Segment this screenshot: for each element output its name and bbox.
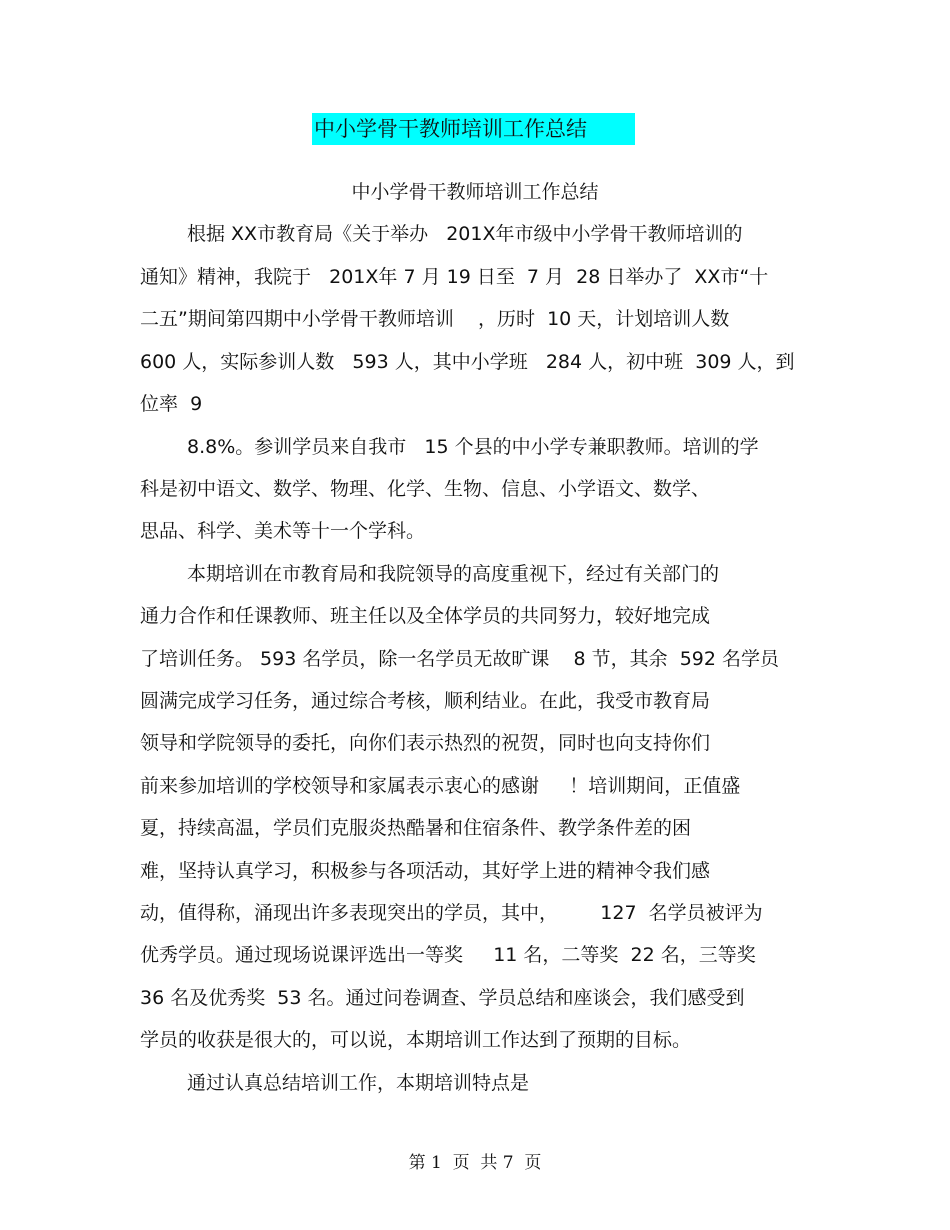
body-line: 8.8%。参训学员来自我市 15 个县的中小学专兼职教师。培训的学 <box>187 436 759 458</box>
body-line: 二五”期间第四期中小学骨干教师培训 ，历时 10 天，计划培训人数 <box>140 308 730 330</box>
body-line: 根据 XX市教育局《关于举办 201X年市级中小学骨干教师培训的 <box>187 223 743 245</box>
body-line: 领导和学院领导的委托，向你们表示热烈的祝贺，同时也向支持你们 <box>140 732 711 754</box>
body-line: 前来参加培训的学校领导和家属表示衷心的感谢 ！培训期间，正值盛 <box>140 775 741 797</box>
body-line: 学员的收获是很大的，可以说，本期培训工作达到了预期的目标。 <box>140 1029 692 1051</box>
body-line: 通过认真总结培训工作，本期培训特点是 <box>187 1072 530 1094</box>
body-line: 动，值得称，涌现出许多表现突出的学员，其中， 127 名学员被评为 <box>140 902 763 924</box>
body-line: 优秀学员。通过现场说课评选出一等奖 11 名，二等奖 22 名，三等奖 <box>140 944 756 966</box>
body-line: 夏，持续高温，学员们克服炎热酷暑和住宿条件、教学条件差的困 <box>140 817 692 839</box>
body-line: 通知》精神，我院于 201X年 7 月 19 日至 7 月 28 日举办了 XX市“十 <box>140 266 769 288</box>
body-line: 科是初中语文、数学、物理、化学、生物、信息、小学语文、数学、 <box>140 478 711 500</box>
page-number-footer: 第 1 页 共 7 页 <box>408 1153 542 1173</box>
body-line: 圆满完成学习任务，通过综合考核，顺利结业。在此，我受市教育局 <box>140 690 711 712</box>
body-line: 本期培训在市教育局和我院领导的高度重视下，经过有关部门的 <box>187 563 720 585</box>
body-line: 36 名及优秀奖 53 名。通过问卷调查、学员总结和座谈会，我们感受到 <box>140 987 745 1009</box>
body-line: 位率 9 <box>140 393 203 415</box>
body-line: 通力合作和任课教师、班主任以及全体学员的共同努力，较好地完成 <box>140 605 711 627</box>
body-line: 600 人，实际参训人数 593 人，其中小学班 284 人，初中班 309 人，到 <box>140 351 795 373</box>
page-title: 中小学骨干教师培训工作总结 <box>314 117 587 141</box>
document-subtitle: 中小学骨干教师培训工作总结 <box>351 181 599 203</box>
body-line: 了培训任务。 593 名学员，除一名学员无故旷课 8 节，其余 592 名学员 <box>140 648 780 670</box>
body-line: 难，坚持认真学习，积极参与各项活动，其好学上进的精神令我们感 <box>140 860 711 882</box>
body-line: 思品、科学、美术等十一个学科。 <box>140 520 426 542</box>
